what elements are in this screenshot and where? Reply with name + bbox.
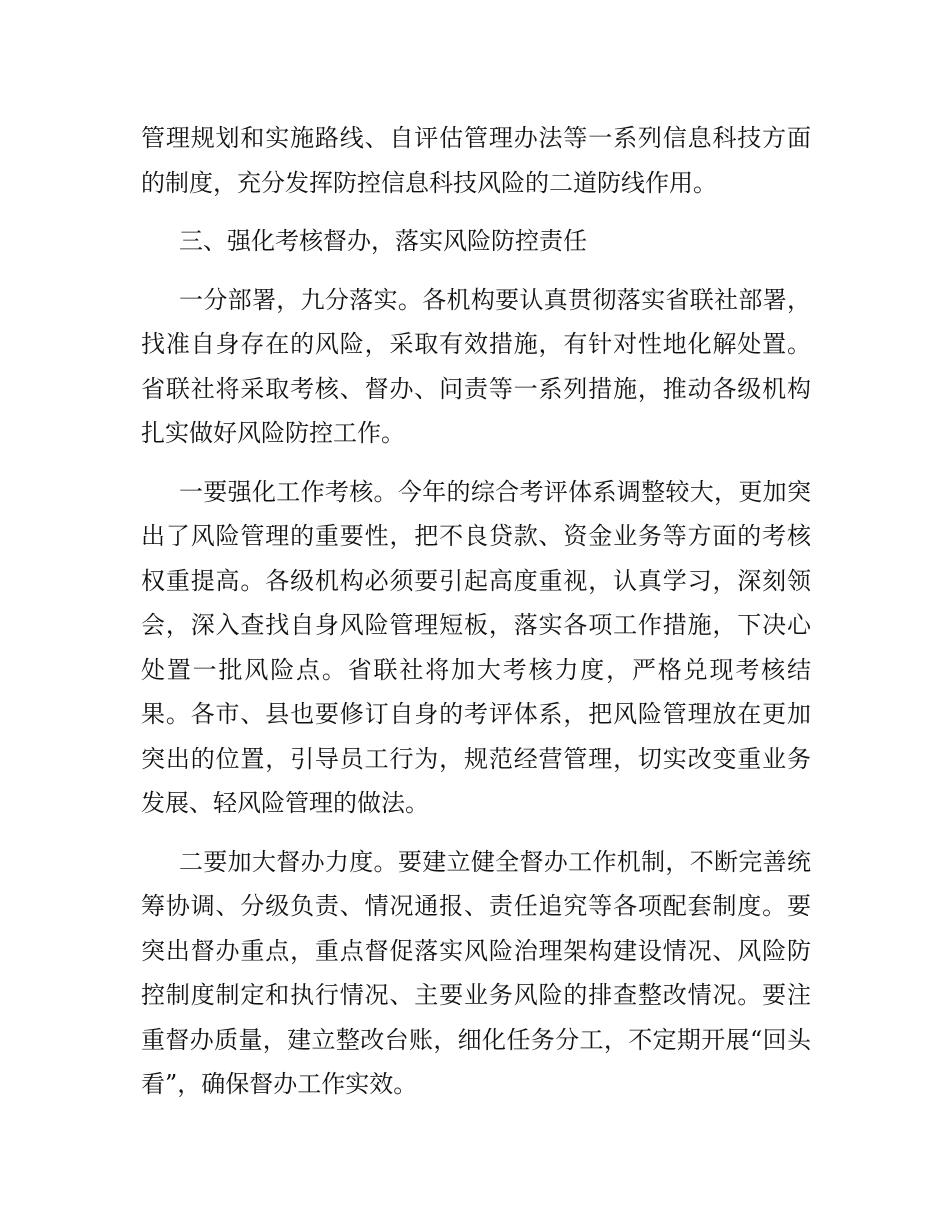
paragraph-intro: 一分部署，九分落实。各机构要认真贯彻落实省联社部署，找准自身存在的风险，采取有效措施，有针对性地化解处置。省联社将采取考核、督办、问责等一系列措施，推动各级机构扎实做好风险防控工作。	[141, 285, 811, 447]
paragraph-assessment: 一要强化工作考核。今年的综合考评体系调整较大，更加突出了风险管理的重要性，把不良贷款、资金业务等方面的考核权重提高。各级机构必须要引起高度重视，认真学习，深刻领会，深入查找自身风险管理短板，落实各项工作措施，下决心处置一批风险点。省联社将加大考核力度，严格兑现考核结果。各市、县也要修订自身的考评体系，把风险管理放在更加突出的位置，引导员工行为，规范经营管理，切实改变重业务发展、轻风险管理的做法。	[141, 477, 811, 817]
document-body	[141, 116, 811, 1107]
section-heading: 三、强化考核督办，落实风险防控责任	[179, 227, 587, 255]
paragraph-continuation: 管理规划和实施路线、自评估管理办法等一系列信息科技方面的制度，充分发挥防控信息科技风险的二道防线作用。	[141, 124, 811, 197]
paragraph-supervision: 二要加大督办力度。要建立健全督办工作机制，不断完善统筹协调、分级负责、情况通报、责任追究等各项配套制度。要突出督办重点，重点督促落实风险治理架构建设情况、风险防控制度制定和执行情况、主要业务风险的排查整改情况。要注重督办质量，建立整改台账，细化任务分工，不定期开展“回头看”，确保督办工作实效。	[141, 847, 811, 1098]
